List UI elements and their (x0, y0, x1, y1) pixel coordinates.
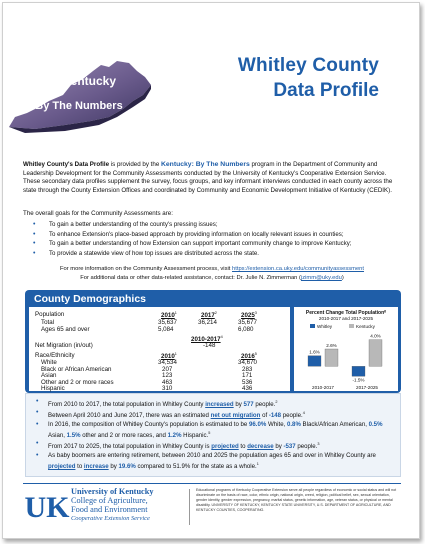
list-item (33, 230, 403, 240)
table-cell: 5,084 (158, 326, 174, 333)
bullet-icon: • (36, 451, 39, 459)
table-cell: 34,534 (158, 359, 177, 366)
total-label: Total (41, 319, 55, 326)
demographics-table (29, 307, 290, 391)
data-label: 2.6% (326, 343, 337, 348)
migration-label: Net Migration (in/out) (35, 342, 93, 349)
data-label: 4.0% (370, 333, 381, 339)
footnote: 2 (275, 400, 278, 404)
table-cell: 6,080 (238, 326, 254, 333)
bar-whitley-1 (352, 366, 365, 376)
data-label: 1.6% (309, 349, 320, 355)
chart-svg (294, 307, 398, 391)
chart-title: Percent Change Total Population$^6$ (305, 309, 387, 316)
uk-line-1: University of Kentucky (71, 487, 154, 496)
table-cell: 35,637 (158, 319, 177, 326)
fact-item: • From 2010 to 2017, the total population in Whitley County increased by 577 people.$^2$ (36, 398, 278, 409)
migration-period: 2010-2017 (191, 336, 221, 344)
table-cell: 207 (162, 365, 173, 373)
footnote: 2 (214, 311, 217, 315)
race-row-label: White (41, 359, 57, 366)
population-change-chart (294, 307, 398, 391)
table-cell: 123 (162, 372, 173, 379)
category-label: 2017-2025 (356, 385, 378, 390)
table-cell: 310 (162, 385, 173, 392)
race-row-label: Other and 2 or more races (41, 378, 114, 386)
demographics-panel (25, 290, 401, 393)
assessment-link[interactable]: https://extension.ca.uky.edu/communityassessment (232, 266, 365, 272)
category-label: 2010-2017 (312, 385, 334, 390)
chart-bars (308, 334, 382, 390)
fact-item: • Between April 2010 and June 2017, there was an estimated net out migration of -148 people.$^4$ (36, 409, 305, 420)
contact-text-end: ) (341, 275, 344, 281)
bullet-icon: • (36, 398, 39, 405)
table-cell: 436 (242, 385, 253, 392)
race-label: Race/Ethnicity (35, 352, 75, 359)
year-header: 2016 (241, 353, 255, 361)
chart-subtitle: 2010-2017 and 2017-2025 (318, 316, 374, 321)
goal-text: To enhance Extension's place-based approach by providing information on locally relevant issues in counties; (49, 230, 344, 238)
bar-kentucky-1 (369, 340, 382, 367)
fact-item: • As baby boomers are entering retirement, between 2010 and 2025 the population ages 65 and over in Whitley County are projected to increase by 19.6% compared to 51.9% for the state as a whole.$^1$ (36, 451, 376, 470)
bullet-icon: • (36, 420, 39, 428)
table-cell: 34,670 (238, 359, 257, 366)
migration-value: -148 (203, 342, 216, 349)
race-row-label: Hispanic (41, 385, 65, 392)
footnote: 3 (317, 442, 320, 447)
goal-text: To gain a better understanding of the county's pressing issues; (49, 221, 218, 228)
uk-logo-icon (24, 487, 70, 527)
bullet-icon: • (33, 249, 36, 257)
footnote: 5 (254, 352, 257, 356)
bullet-icon: • (36, 440, 39, 448)
table-cell: 36,214 (198, 319, 217, 326)
contact-text: For additional data or other data-related assistance, contact: Dr. Julie N. Zimmerman ( (80, 275, 301, 281)
bullet-icon: • (36, 409, 39, 417)
uk-line-4: Cooperative Extension Service (71, 515, 150, 522)
document-page (2, 2, 420, 539)
footnote: 4 (220, 335, 223, 339)
header (3, 3, 421, 143)
bullet-icon: • (33, 221, 36, 228)
intro-text-1: is provided by the (109, 161, 161, 168)
facts-list (26, 394, 400, 471)
goals-list (33, 220, 403, 258)
year-header: 2017 (201, 312, 215, 320)
list-item (33, 249, 403, 259)
intro-paragraph (23, 161, 403, 195)
bullet-icon: • (33, 230, 36, 238)
list-item (33, 239, 403, 249)
program-brand: Kentucky: By The Numbers (160, 161, 250, 168)
email-link[interactable]: jzimm@uky.edu (300, 275, 342, 281)
legend-label-whitley: Whitley (317, 323, 333, 329)
data-label: -1.5% (352, 377, 365, 383)
footnote: 4 (302, 411, 305, 416)
table-cell: 283 (242, 365, 253, 373)
uk-line-2: College of Agriculture, (71, 496, 148, 505)
kentucky-map-logo (5, 43, 155, 143)
more-info (3, 266, 421, 272)
race-row-label: Black or African American (41, 365, 112, 373)
footnote: 1 (174, 352, 177, 356)
bar-kentucky-0 (325, 349, 338, 366)
table-cell: 35,677 (238, 319, 257, 326)
ages-label: Ages 65 and over (41, 326, 90, 333)
race-row-label: Asian (41, 372, 57, 379)
footer-separator (189, 489, 190, 525)
legend-swatch-kentucky (349, 324, 354, 328)
goal-text: To gain a better understanding of how Extension can support important community change to improve Kentucky; (49, 240, 352, 248)
fact-item: • From 2017 to 2025, the total population in Whitley County is projected to decrease by -537 people.$^3$ (36, 440, 320, 451)
legend-swatch-whitley (310, 324, 315, 328)
table-cell: 463 (162, 378, 173, 386)
facts-box (25, 393, 401, 477)
footnote: 1 (256, 461, 259, 466)
fact-item: • In 2016, the composition of Whitley County's population is estimated to be 96.0% White, 0.8% Black/African American, 0.5% Asian, 1.5% other and 2 or more races, and 1.2% Hispanic.$^5$ (36, 420, 383, 439)
goals-lead: The overall goals for the Community Assessments are: (23, 210, 173, 217)
table-cell: 536 (242, 378, 253, 386)
table-cell: 171 (242, 372, 253, 379)
year-header: 2010 (161, 312, 175, 320)
page-title: Whitley County (237, 55, 379, 76)
page-subtitle: Data Profile (273, 80, 379, 101)
uk-line-3: Food and Environment (71, 505, 148, 514)
bullet-icon: • (33, 240, 36, 248)
population-label: Population (35, 311, 65, 318)
bar-whitley-0 (308, 356, 321, 367)
disclaimer-text: Educational programs of Kentucky Cooperative Extension serve all people regardless of economic or social status and will not discriminate on the basis of race, color, ethnic origin, national origin, creed, religion, political belief, sex, sexual orientation, gender identity, gender expression, pregnancy, marital status, genetic information, age, veteran status, or physical or mental disability. UNIVERSITY OF KENTUCKY, KENTUCKY STATE UNIVERSITY, U.S. DEPARTMENT OF AGRICULTURE, AND KENTUCKY COUNTIES, COOPERATING. (196, 488, 397, 513)
footnote: 1 (174, 311, 177, 315)
intro-text-2: program in the Department of Community and Leadership Development for the Community Assessments conducted by the University of Kentucky's Cooperative Extension Service. These secondary data profiles supplement the survey, focus groups, and key informant interviews conducted in each county across the state through the County Extension Offices and coordinated by Community and Economic Development Initiative of Kentucky (CEDIK). (23, 161, 393, 194)
footer-divider (23, 483, 401, 484)
map-title: Kentucky (61, 74, 117, 88)
year-header: 2010 (161, 353, 175, 361)
contact-info (3, 275, 421, 281)
footnote: 5 (208, 430, 211, 435)
year-header: 2025 (241, 312, 255, 320)
svg-text:UK: UK (24, 491, 70, 524)
footnote: 3 (254, 311, 257, 315)
uk-name-block (71, 487, 154, 522)
intro-lead: Whitley County's Data Profile (23, 161, 110, 168)
demographics-title: County Demographics (34, 293, 147, 305)
more-info-text: For more information on the Community Assessment process, visit (59, 266, 233, 272)
map-subtitle: By The Numbers (35, 100, 123, 112)
list-item (33, 220, 403, 230)
legend-label-kentucky: Kentucky (356, 323, 375, 329)
goal-text: To provide a statewide view of how top issues are distributed across the state. (49, 249, 260, 257)
